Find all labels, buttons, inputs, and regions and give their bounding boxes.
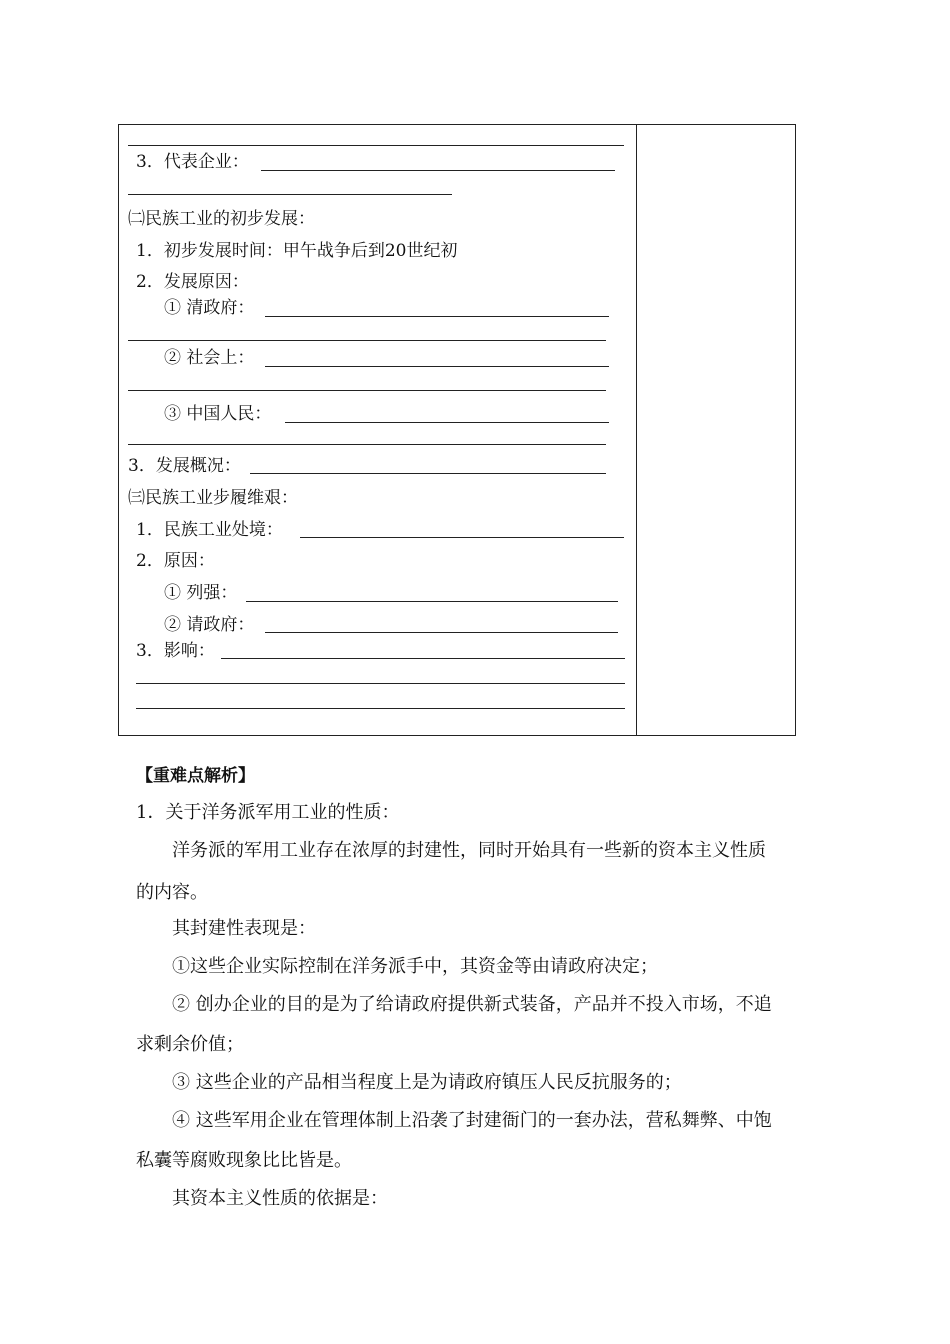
feudal-point-4: ④ 这些军用企业在管理体制上沿袭了封建衙门的一套办法，营私舞弊、中饱: [172, 1110, 772, 1131]
answer-line[interactable]: [246, 601, 618, 602]
table-column-divider: [636, 124, 637, 736]
answer-line[interactable]: [128, 390, 606, 391]
feudal-point-3: ③ 这些企业的产品相当程度上是为请政府镇压人民反抗服务的；: [172, 1072, 682, 1093]
answer-line[interactable]: [221, 658, 625, 659]
answer-line[interactable]: [285, 422, 609, 423]
s3-sub-qing-government: ② 请政府：: [164, 615, 255, 635]
capitalist-intro: 其资本主义性质的依据是：: [172, 1188, 388, 1209]
paragraph-line: 的内容。: [136, 882, 208, 903]
feudal-intro: 其封建性表现是：: [172, 918, 316, 939]
s2-item-overview: 3．发展概况：: [128, 456, 241, 476]
section-2-title: ㈡民族工业的初步发展：: [128, 209, 315, 229]
answer-line[interactable]: [136, 683, 625, 684]
answer-line[interactable]: [128, 444, 606, 445]
answer-line[interactable]: [128, 194, 452, 195]
answer-line[interactable]: [300, 537, 624, 538]
paragraph-line: 私囊等腐败现象比比皆是。: [136, 1150, 352, 1171]
answer-line[interactable]: [250, 473, 606, 474]
s3-sub-powers: ① 列强：: [164, 583, 238, 603]
answer-line[interactable]: [128, 340, 606, 341]
s3-item-impact: 3．影响：: [136, 641, 215, 661]
s2-item-time: 1．初步发展时间：甲午战争后到20世纪初: [136, 241, 458, 261]
answer-line[interactable]: [265, 316, 609, 317]
s2-sub-chinese-people: ③ 中国人民：: [164, 404, 272, 424]
feudal-point-2: ② 创办企业的目的是为了给请政府提供新式装备，产品并不投入市场，不追: [172, 994, 772, 1015]
paragraph-line: 求剩余价值；: [136, 1034, 244, 1055]
s3-item-reasons: 2．原因：: [136, 551, 215, 571]
paragraph-line: 洋务派的军用工业存在浓厚的封建性，同时开始具有一些新的资本主义性质: [172, 840, 766, 861]
section-3-title: ㈢民族工业步履维艰：: [128, 488, 298, 508]
point-1-title: 1．关于洋务派军用工业的性质：: [136, 802, 400, 823]
s2-item-reasons: 2．发展原因：: [136, 272, 249, 292]
answer-line[interactable]: [265, 632, 618, 633]
s2-sub-qing-government: ① 清政府：: [164, 298, 255, 318]
feudal-point-1: ①这些企业实际控制在洋务派手中，其资金等由请政府决定；: [172, 956, 658, 977]
answer-line[interactable]: [261, 170, 615, 171]
answer-line[interactable]: [128, 145, 624, 146]
s2-sub-society: ② 社会上：: [164, 348, 255, 368]
answer-line[interactable]: [136, 708, 625, 709]
item-representative-enterprises: 3．代表企业：: [136, 152, 249, 172]
analysis-heading: 【重难点解析】: [136, 766, 255, 786]
answer-line[interactable]: [265, 366, 609, 367]
s3-item-situation: 1．民族工业处境：: [136, 520, 283, 540]
